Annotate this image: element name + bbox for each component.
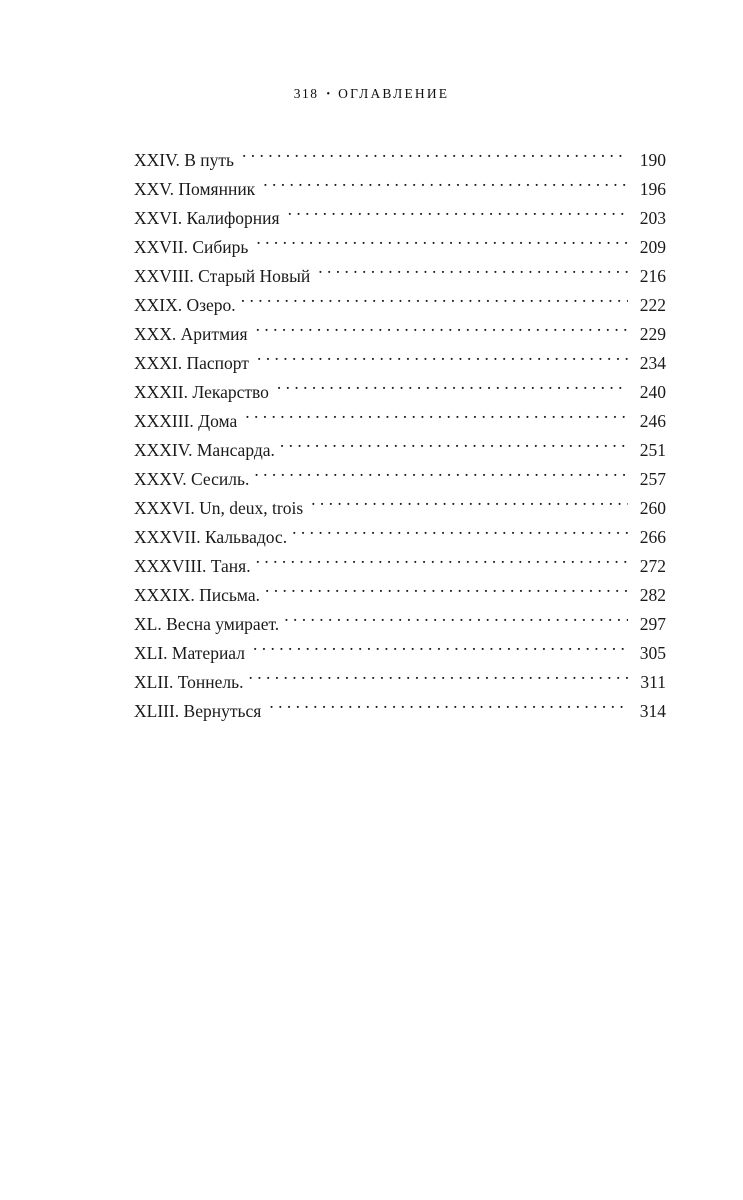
toc-entry-title: XXVIII. Старый Новый [134,266,311,286]
toc-entry-title: XXX. Аритмия [134,324,248,344]
toc-leader-dots [263,178,628,196]
toc-entry-page-number: 196 [639,179,666,199]
toc-entry[interactable] [134,668,666,697]
toc-entry[interactable] [134,320,666,349]
toc-entry-title: XXVI. Калифорния [134,208,280,228]
toc-entry[interactable] [134,465,666,494]
toc-entry[interactable] [134,581,666,610]
toc-entry-title: XXXII. Лекарство [134,382,269,402]
toc-leader-dots [288,207,628,225]
toc-leader-dots [245,410,628,428]
toc-leader-dots [256,555,628,573]
toc-entry-title: XXVII. Сибирь [134,237,249,257]
toc-entry[interactable] [134,697,666,726]
toc-entry-title: XXXV. Сесиль. [134,469,250,489]
toc-entry-page-number: 234 [639,353,666,373]
toc-entry-page-number: 257 [639,469,666,489]
toc-entry[interactable] [134,175,666,204]
toc-leader-dots [257,352,628,370]
toc-entry-title: XLI. Материал [134,643,245,663]
toc-leader-dots [241,294,628,312]
table-of-contents [134,146,666,726]
toc-leader-dots [253,642,628,660]
toc-entry-page-number: 246 [639,411,666,431]
toc-entry-page-number: 190 [639,150,666,170]
toc-entry-page-number: 272 [639,556,666,576]
toc-entry-title: XXXIV. Мансарда. [134,440,275,460]
toc-entry-title: XXV. Помянник [134,179,256,199]
running-head-label: ОГЛАВЛЕНИЕ [338,86,450,101]
toc-entry[interactable] [134,407,666,436]
toc-entry-page-number: 314 [639,701,666,721]
toc-leader-dots [242,149,628,167]
toc-entry-page-number: 260 [639,498,666,518]
toc-leader-dots [277,381,628,399]
toc-leader-dots [269,700,628,718]
toc-entry-title: XXIX. Озеро. [134,295,236,315]
toc-leader-dots [265,584,628,602]
toc-entry-title: XXXVIII. Таня. [134,556,251,576]
toc-entry[interactable] [134,610,666,639]
toc-entry-title: XXXIX. Письма. [134,585,260,605]
toc-entry-page-number: 282 [639,585,666,605]
toc-entry[interactable] [134,204,666,233]
toc-entry-title: XXXVI. Un, deux, trois [134,498,304,518]
toc-leader-dots [256,236,628,254]
toc-leader-dots [284,613,628,631]
toc-entry-title: XXXIII. Дома [134,411,238,431]
toc-entry[interactable] [134,262,666,291]
toc-entry-page-number: 222 [639,295,666,315]
toc-entry-page-number: 311 [640,672,666,692]
toc-entry-page-number: 251 [639,440,666,460]
toc-entry-page-number: 216 [639,266,666,286]
toc-leader-dots [318,265,628,283]
running-head [0,86,743,102]
toc-entry-page-number: 305 [639,643,666,663]
toc-leader-dots [292,526,628,544]
toc-entry-page-number: 297 [639,614,666,634]
toc-entry[interactable] [134,378,666,407]
page-folio: 318 [293,86,319,101]
toc-entry-title: XLII. Тоннель. [134,672,244,692]
toc-entry-page-number: 209 [639,237,666,257]
toc-entry[interactable] [134,639,666,668]
toc-leader-dots [311,497,628,515]
toc-entry[interactable] [134,552,666,581]
toc-entry[interactable] [134,233,666,262]
toc-entry-title: XXXI. Паспорт [134,353,249,373]
toc-leader-dots [248,671,628,689]
toc-entry-page-number: 266 [639,527,666,547]
toc-entry[interactable] [134,523,666,552]
toc-leader-dots [256,323,628,341]
toc-entry[interactable] [134,146,666,175]
toc-entry-page-number: 229 [639,324,666,344]
toc-entry[interactable] [134,436,666,465]
toc-leader-dots [280,439,628,457]
running-head-separator: • [326,89,333,101]
toc-entry[interactable] [134,494,666,523]
toc-entry-title: XXXVII. Кальвадос. [134,527,288,547]
toc-entry-title: XLIII. Вернуться [134,701,262,721]
toc-leader-dots [254,468,628,486]
toc-entry-title: XXIV. В путь [134,150,235,170]
toc-entry[interactable] [134,349,666,378]
toc-entry-page-number: 240 [639,382,666,402]
toc-entry-title: XL. Весна умирает. [134,614,280,634]
toc-entry[interactable] [134,291,666,320]
toc-entry-page-number: 203 [639,208,666,228]
